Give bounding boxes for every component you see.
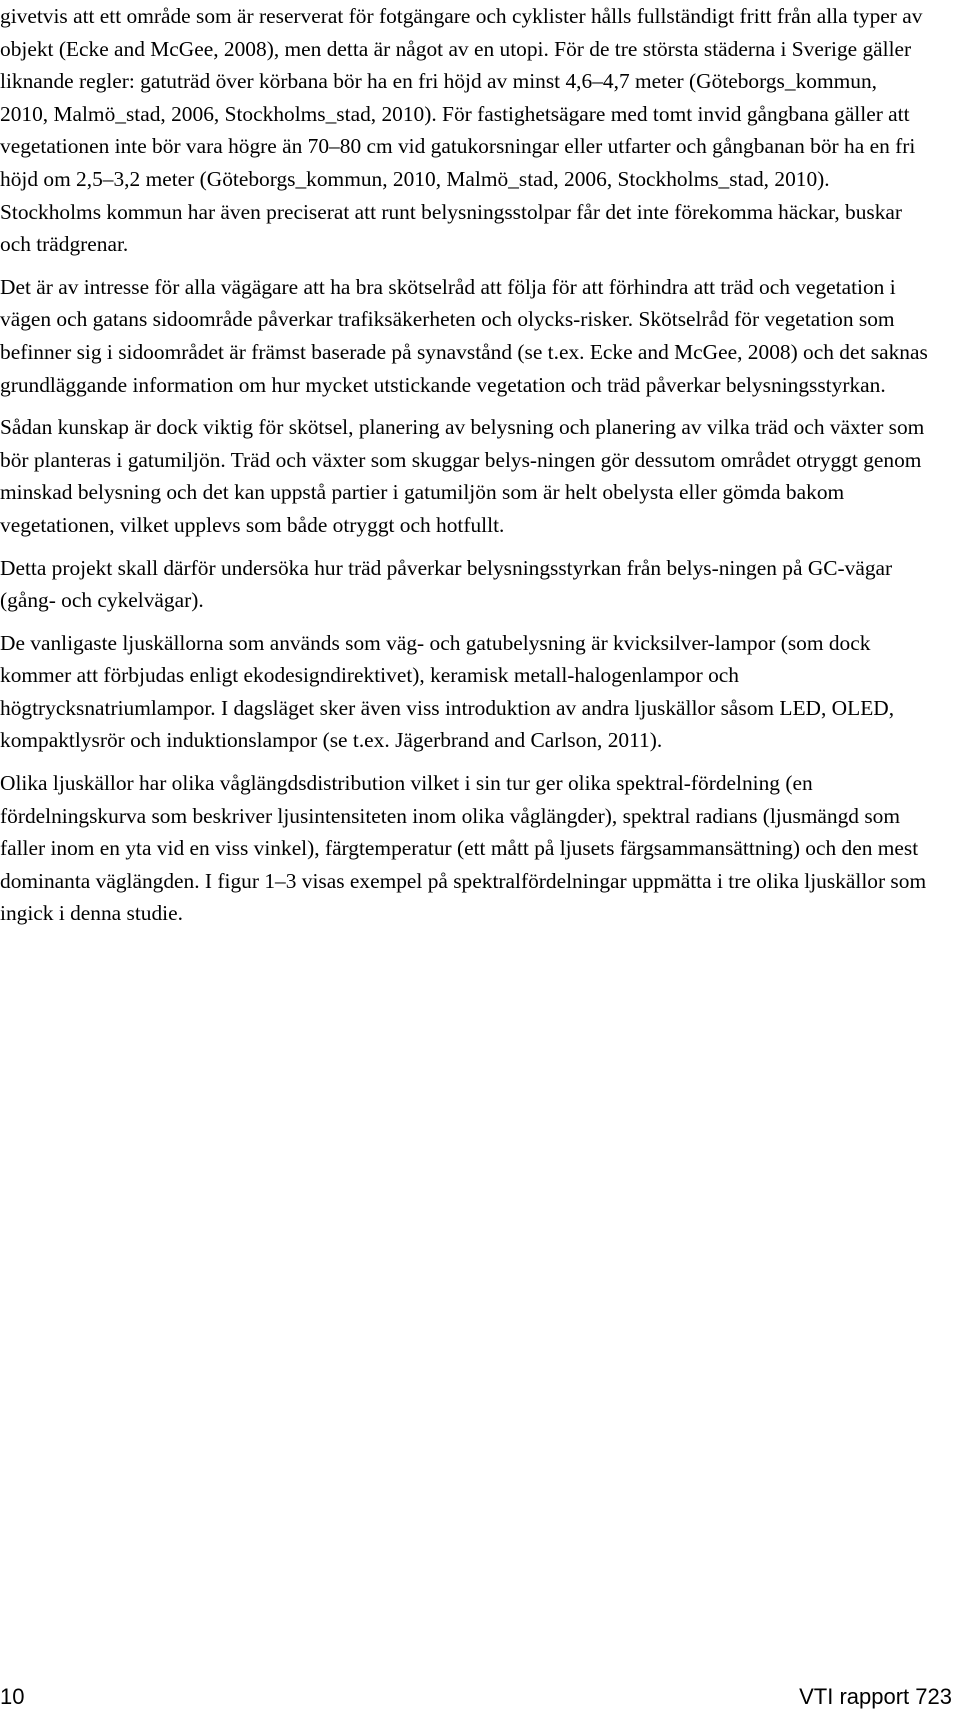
paragraph-6: Olika ljuskällor har olika våglängdsdistribution vilket i sin tur ger olika spektral-fördelning (en fördelningskurva som beskriver ljusintensiteten inom olika våglängder), spektral radians (ljusmängd som faller inom en yta vid en viss vinkel), färgtemperatur (ett mått på ljusets färgsammansättning) och den mest dominanta väglängden. I figur 1–3 visas exempel på spektralfördelningar uppmätta i tre olika ljuskällor som ingick i denna studie. (0, 771, 927, 926)
paragraph-1: givetvis att ett område som är reserverat för fotgängare och cyklister hålls fullständigt fritt från alla typer av objekt (Ecke and McGee, 2008), men detta är något av en utopi. För de tre största städerna i Sverige gäller liknande regler: gatuträd över körbana bör ha en fri höjd av minst 4,6–4,7 meter (Göteborgs_kommun, 2010, Malmö_stad, 2006, Stockholms_stad, 2010). För fastighetsägare med tomt invid gångbana gäller att vegetationen inte bör vara högre än 70–80 cm vid gatukorsningar eller utfarter och gångbanan bör ha en fri höjd om 2,5–3,2 meter (Göteborgs_kommun, 2010, Malmö_stad, 2006, Stockholms_stad, 2010). Stockholms kommun har även preciserat att runt belysningsstolpar får det inte förekomma häckar, buskar och trädgrenar. (0, 4, 923, 257)
paragraph-3: Sådan kunskap är dock viktig för skötsel, planering av belysning och planering av vilka träd och växter som bör planteras i gatumiljön. Träd och växter som skuggar belys-ningen gör dessutom området otryggt genom minskad belysning och det kan uppstå partier i gatumiljön som är helt obelysta eller gömda bakom vegetationen, vilket upplevs som både otryggt och hotfullt. (0, 415, 925, 537)
report-label: VTI rapport 723 (799, 1684, 952, 1709)
page-number: 10 (0, 1684, 25, 1709)
paragraph-2: Det är av intresse för alla vägägare att ha bra skötselråd att följa för att förhindra att träd och vegetation i vägen och gatans sidoområde påverkar trafiksäkerheten och olycks-risker. Skötselråd för vegetation som befinner sig i sidoområdet är främst baserade på synavstånd (se t.ex. Ecke and McGee, 2008) och det saknas grundläggande information om hur mycket utstickande vegetation och träd påverkar belysningsstyrkan. (0, 274, 928, 397)
paragraph-4: Detta projekt skall därför undersöka hur träd påverkar belysningsstyrkan från belys-ningen på GC-vägar (gång- och cykelvägar). (0, 555, 893, 613)
paragraph-5: De vanligaste ljuskällorna som används som väg- och gatubelysning är kvicksilver-lampor (som dock kommer att förbjudas enligt ekodesigndirektivet), keramisk metall-halogenlampor och högtrycksnatriumlampor. I dagsläget sker även viss introduktion av andra ljuskällor såsom LED, OLED, kompaktlysrör och induktionslampor (se t.ex. Jägerbrand and Carlson, 2011). (0, 630, 895, 753)
